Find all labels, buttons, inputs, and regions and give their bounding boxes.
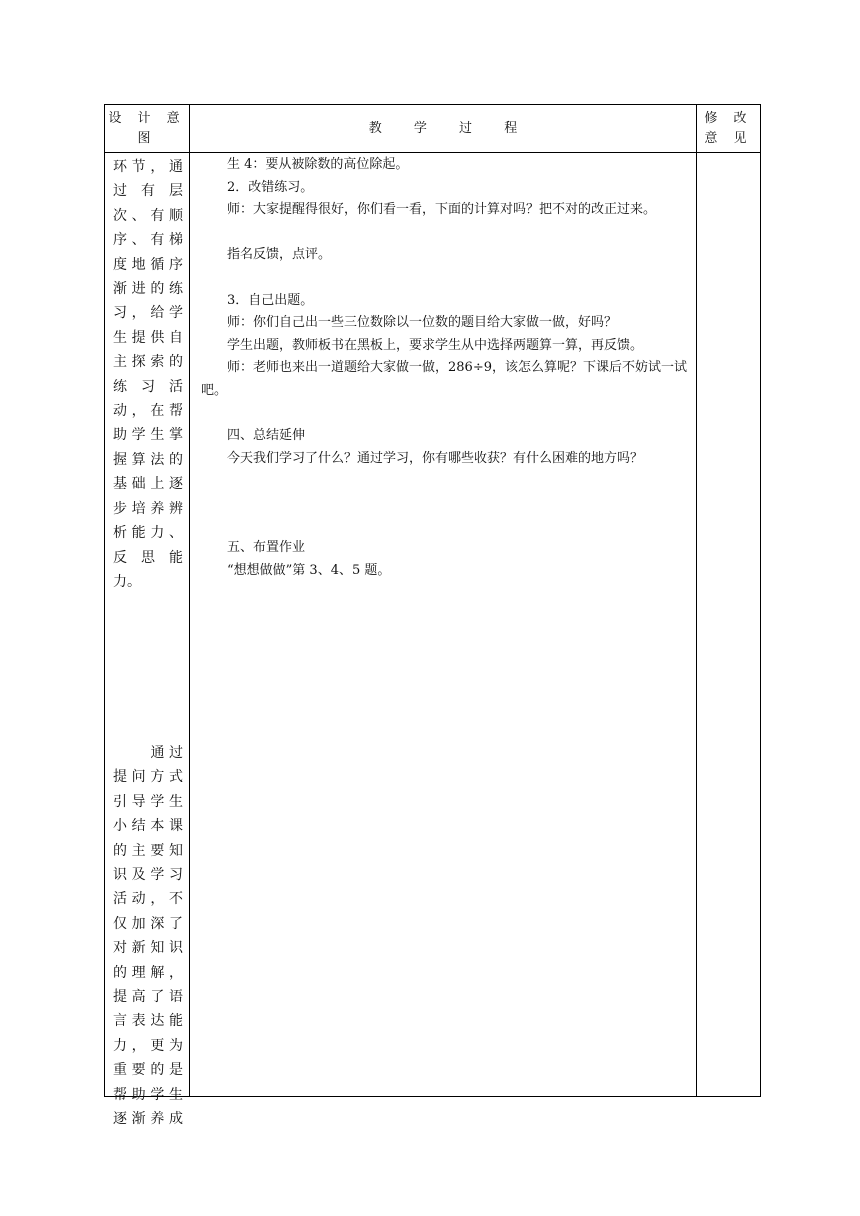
column-divider bbox=[696, 105, 697, 1096]
design-intent-note-2: 通 过 提问方式 引导学生 小结本课 的主要知 识及学习 活动，不 仅加深了 对新知识 的理解， 提高了语 言表达能 力，更为 重要的是 帮助学生 逐渐养成 bbox=[113, 745, 183, 1128]
process-line: 学生出题，教师板书在黑板上，要求学生从中选择两题算一算，再反馈。 bbox=[227, 337, 644, 353]
header-revision: 修 改 意 见 bbox=[704, 110, 753, 146]
header-divider bbox=[105, 152, 760, 153]
section-heading: 五、布置作业 bbox=[227, 540, 306, 556]
section-heading: 四、总结延伸 bbox=[227, 428, 306, 444]
process-line: 师：你们自己出一些三位数除以一位数的题目给大家做一做，好吗？ bbox=[227, 315, 618, 331]
header-design-intent: 设 计 意 图 bbox=[108, 110, 186, 146]
process-line: “想想做做”第 3、4、5 题。 bbox=[227, 562, 391, 578]
process-line: 指名反馈，点评。 bbox=[227, 247, 332, 263]
teaching-process-content bbox=[201, 154, 691, 583]
process-line: 生 4：要从被除数的高位除起。 bbox=[227, 157, 409, 172]
header-teaching-process: 教 学 过 程 bbox=[368, 120, 518, 136]
lesson-plan-table bbox=[104, 104, 761, 1128]
column-divider bbox=[189, 105, 190, 1096]
process-line: 2．改错练习。 bbox=[227, 179, 314, 195]
process-line: 今天我们学习了什么？通过学习，你有哪些收获？有什么困难的地方吗？ bbox=[227, 450, 644, 466]
process-line: 师：老师也来出一道题给大家做一做，286÷9，该怎么算呢？下课后不妨试一试吧。 bbox=[201, 360, 687, 398]
design-intent-note-1: 环节，通 过 有 层 次、有顺 序、有梯 度地循序 渐进的练 习，给学 生提供自 主探索的 练 习 活 动，在帮 助学生掌 握算法的 基础上逐 步培养辨 析能力、 反 思 能 力。 bbox=[113, 159, 183, 590]
process-line: 师：大家提醒得很好，你们看一看，下面的计算对吗？把不对的改正过来。 bbox=[227, 202, 657, 218]
process-line: 3．自己出题。 bbox=[227, 292, 314, 308]
